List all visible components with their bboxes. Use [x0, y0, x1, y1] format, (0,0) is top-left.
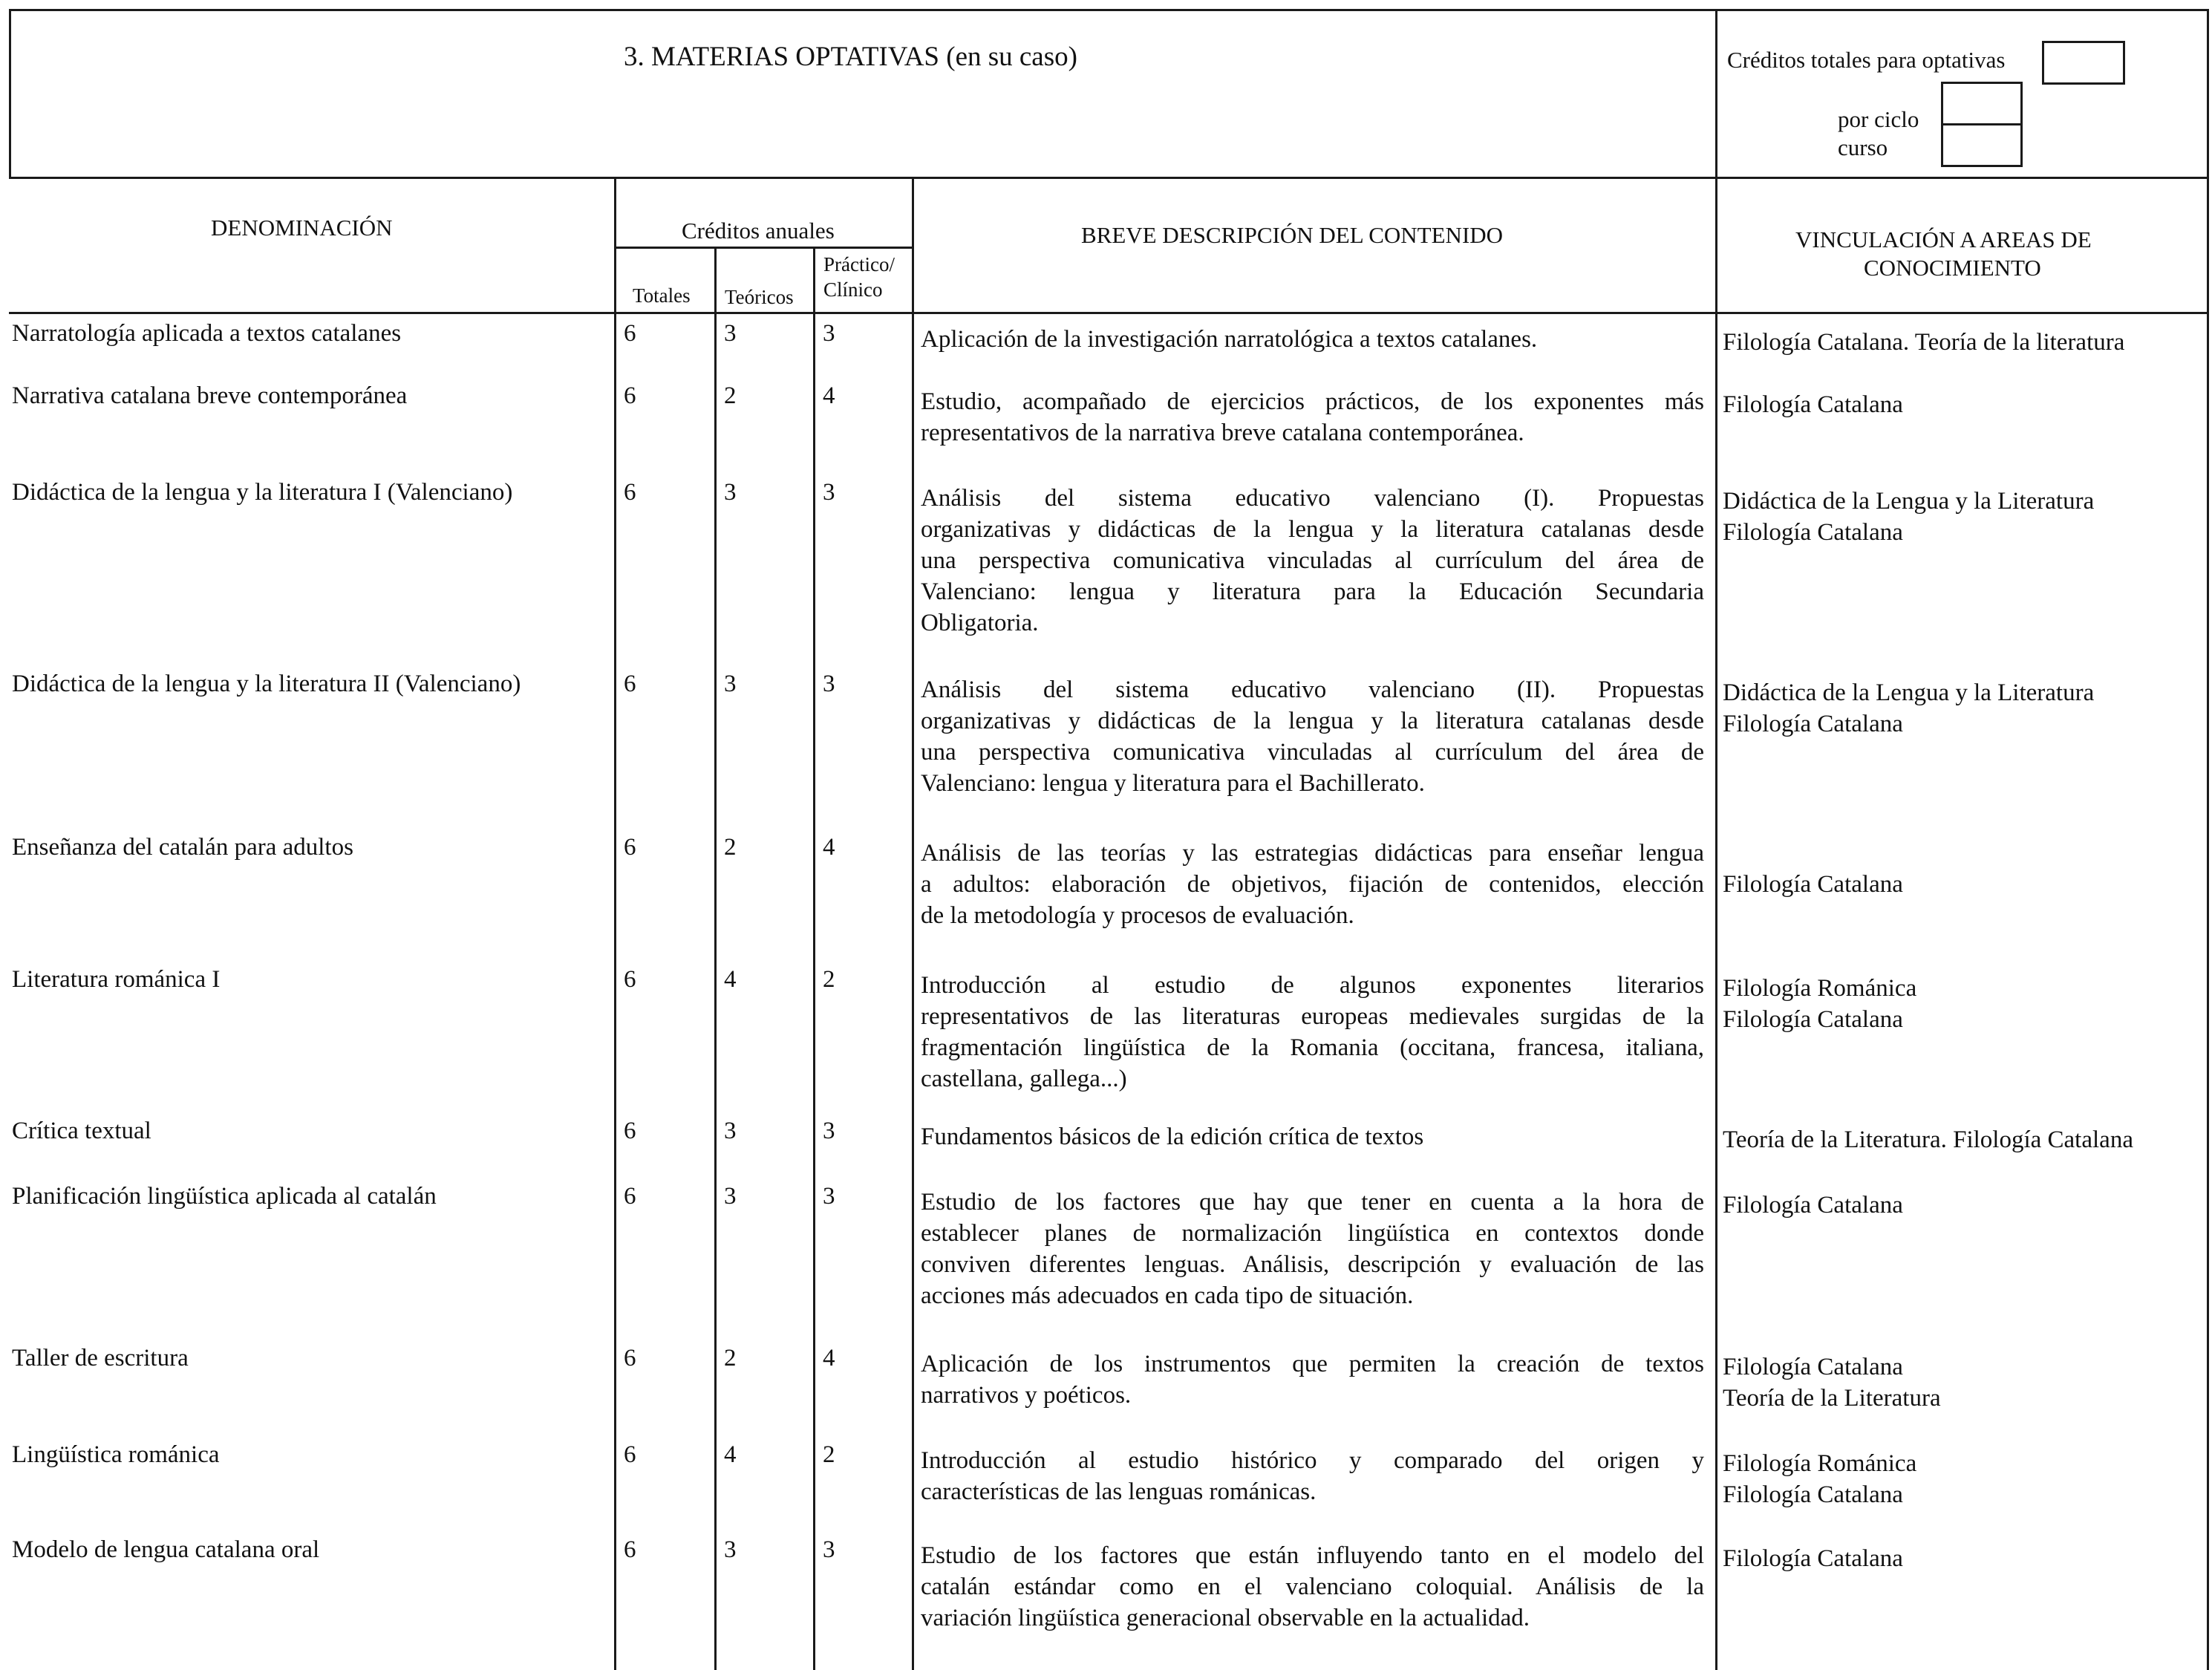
content-description — [921, 386, 1704, 449]
credits-totales: 6 — [624, 320, 636, 347]
header-bottom-rule — [9, 177, 2209, 179]
description-line: conviven diferentes lenguas. Análisis, descripción y evaluación de las — [921, 1251, 1704, 1278]
subject-name: Narrativa catalana breve contemporánea — [12, 382, 408, 409]
subject-name: Didáctica de la lengua y la literatura II (Valenciano) — [12, 671, 521, 697]
subject-name: Planificación lingüística aplicada al catalán — [12, 1183, 437, 1210]
col-line-credits — [912, 177, 914, 1670]
description-line: representativos de las literaturas europeas medievales surgidas de la — [921, 1003, 1704, 1030]
knowledge-area: Filología Catalana — [1723, 1006, 1903, 1033]
col-header-clinico: Clínico — [823, 278, 883, 301]
knowledge-area: Teoría de la Literatura — [1723, 1385, 1941, 1412]
credits-practico: 3 — [823, 671, 835, 697]
credits-practico: 4 — [823, 834, 835, 861]
col-header-totales: Totales — [633, 284, 691, 307]
credits-practico: 4 — [823, 1345, 835, 1371]
knowledge-area: Filología Catalana — [1723, 871, 1903, 898]
table-header-bottom-rule — [9, 312, 2209, 314]
credits-teoricos: 3 — [724, 1536, 737, 1563]
description-line: Aplicación de los instrumentos que permiten la creación de textos — [921, 1351, 1704, 1377]
left-border — [9, 9, 11, 178]
knowledge-areas — [1723, 1543, 1903, 1574]
description-line: Estudio de los factores que están influyendo tanto en el modelo del — [921, 1542, 1704, 1569]
credits-teoricos: 3 — [724, 479, 737, 506]
knowledge-areas — [1723, 1124, 2133, 1155]
description-line: una perspectiva comunicativa vinculadas al currículum del área de — [921, 547, 1704, 574]
col-line-teoricos — [813, 247, 815, 1670]
knowledge-area: Didáctica de la Lengua y la Literatura — [1723, 679, 2095, 706]
col-header-creditos-anuales: Créditos anuales — [682, 218, 835, 244]
credits-total-box — [2042, 41, 2125, 85]
content-description — [921, 324, 1704, 355]
credits-totales: 6 — [624, 1345, 636, 1371]
knowledge-area: Filología Catalana — [1723, 1545, 1903, 1572]
col-line-name — [614, 177, 616, 1670]
description-line: Aplicación de la investigación narratológica a textos catalanes. — [921, 326, 1538, 353]
knowledge-area: Filología Catalana — [1723, 519, 1903, 546]
knowledge-areas — [1723, 1190, 1903, 1221]
knowledge-area: Filología Catalana — [1723, 1354, 1903, 1380]
description-line: catalán estándar como en el valenciano coloquial. Análisis de la — [921, 1573, 1704, 1600]
credits-practico: 3 — [823, 320, 835, 347]
col-header-descripcion: BREVE DESCRIPCIÓN DEL CONTENIDO — [1081, 222, 1504, 248]
description-line: castellana, gallega...) — [921, 1066, 1127, 1092]
credits-totales: 6 — [624, 1441, 636, 1468]
col-header-practico: Práctico/ — [823, 253, 895, 275]
knowledge-areas — [1723, 973, 1916, 1035]
content-description — [921, 1121, 1704, 1152]
credits-practico: 3 — [823, 1536, 835, 1563]
content-description — [921, 1445, 1704, 1507]
description-line: Fundamentos básicos de la edición crítica de textos — [921, 1123, 1424, 1150]
por-ciclo-label: por ciclo — [1838, 106, 1919, 132]
col-header-teoricos: Teóricos — [725, 286, 794, 308]
credits-teoricos: 3 — [724, 320, 737, 347]
description-line: a adultos: elaboración de objetivos, fijación de contenidos, elección — [921, 871, 1704, 898]
credits-totales: 6 — [624, 671, 636, 697]
credits-teoricos: 4 — [724, 1441, 737, 1468]
subject-name: Enseñanza del catalán para adultos — [12, 834, 353, 861]
content-description — [921, 1187, 1704, 1311]
credits-totales: 6 — [624, 834, 636, 861]
description-line: Análisis de las teorías y las estrategias didácticas para enseñar lengua — [921, 840, 1704, 867]
subject-name: Narratología aplicada a textos catalanes — [12, 320, 402, 347]
knowledge-area: Didáctica de la Lengua y la Literatura — [1723, 488, 2095, 515]
credits-totales: 6 — [624, 1118, 636, 1144]
knowledge-areas — [1723, 1448, 1916, 1510]
subject-name: Didáctica de la lengua y la literatura I (Valenciano) — [12, 479, 513, 506]
col-header-vinculacion-2: CONOCIMIENTO — [1864, 255, 2041, 281]
content-description — [921, 1540, 1704, 1634]
credits-teoricos: 3 — [724, 1118, 737, 1144]
header-divider — [1715, 9, 1717, 1670]
description-line: características de las lenguas románicas. — [921, 1478, 1317, 1505]
subject-name: Modelo de lengua catalana oral — [12, 1536, 320, 1563]
credits-practico: 2 — [823, 1441, 835, 1468]
credits-totales: 6 — [624, 382, 636, 409]
credits-subheader-rule — [614, 247, 913, 249]
subject-name: Literatura románica I — [12, 966, 221, 993]
knowledge-area: Teoría de la Literatura. Filología Catalana — [1723, 1126, 2133, 1153]
description-line: Estudio, acompañado de ejercicios prácticos, de los exponentes más — [921, 388, 1704, 415]
description-line: Análisis del sistema educativo valenciano (I). Propuestas — [921, 485, 1704, 512]
credits-teoricos: 4 — [724, 966, 737, 993]
description-line: organizativas y didácticas de la lengua y la literatura catalanas desde — [921, 708, 1704, 734]
credits-totales: 6 — [624, 966, 636, 993]
credits-teoricos: 3 — [724, 1183, 737, 1210]
knowledge-area: Filología Catalana — [1723, 1192, 1903, 1219]
description-line: Introducción al estudio de algunos exponentes literarios — [921, 972, 1704, 999]
description-line: Introducción al estudio histórico y comparado del origen y — [921, 1447, 1704, 1474]
description-line: Estudio de los factores que hay que tener en cuenta a la hora de — [921, 1189, 1704, 1216]
description-line: variación lingüística generacional observable en la actualidad. — [921, 1605, 1530, 1631]
right-border — [2207, 9, 2209, 1670]
knowledge-area: Filología Catalana — [1723, 1481, 1903, 1508]
description-line: Análisis del sistema educativo valenciano (II). Propuestas — [921, 676, 1704, 703]
subject-name: Crítica textual — [12, 1118, 151, 1144]
col-line-totales — [714, 247, 717, 1670]
credits-practico: 3 — [823, 1183, 835, 1210]
credits-teoricos: 3 — [724, 671, 737, 697]
credits-teoricos: 2 — [724, 1345, 737, 1371]
knowledge-area: Filología Catalana — [1723, 711, 1903, 737]
credits-teoricos: 2 — [724, 834, 737, 861]
description-line: narrativos y poéticos. — [921, 1382, 1132, 1409]
description-line: establecer planes de normalización lingüística en contextos donde — [921, 1220, 1704, 1247]
knowledge-areas — [1723, 1351, 1941, 1414]
col-header-denominacion: DENOMINACIÓN — [211, 215, 393, 241]
knowledge-areas — [1723, 389, 1903, 420]
knowledge-areas — [1723, 327, 2124, 358]
credits-totales: 6 — [624, 1536, 636, 1563]
credits-practico: 4 — [823, 382, 835, 409]
credits-practico: 2 — [823, 966, 835, 993]
content-description — [921, 483, 1704, 639]
knowledge-area: Filología Románica — [1723, 1450, 1917, 1477]
col-header-vinculacion-1: VINCULACIÓN A AREAS DE — [1795, 226, 2092, 252]
knowledge-area: Filología Románica — [1723, 975, 1917, 1002]
description-line: representativos de la narrativa breve catalana contemporánea. — [921, 420, 1524, 446]
description-line: de la metodología y procesos de evaluación. — [921, 902, 1354, 929]
section-title: 3. MATERIAS OPTATIVAS (en su caso) — [624, 42, 1077, 72]
knowledge-areas — [1723, 486, 2094, 548]
credits-totales: 6 — [624, 479, 636, 506]
description-line: Obligatoria. — [921, 610, 1039, 636]
knowledge-area: Filología Catalana. Teoría de la literatura — [1723, 329, 2125, 356]
curso-label: curso — [1838, 134, 1888, 160]
description-line: fragmentación lingüística de la Romania (occitana, francesa, italiana, — [921, 1034, 1704, 1061]
description-line: una perspectiva comunicativa vinculadas al currículum del área de — [921, 739, 1704, 766]
knowledge-area: Filología Catalana — [1723, 391, 1903, 418]
credits-practico: 3 — [823, 1118, 835, 1144]
credits-teoricos: 2 — [724, 382, 737, 409]
por-ciclo-box — [1941, 82, 2023, 125]
content-description — [921, 674, 1704, 799]
knowledge-areas — [1723, 869, 1903, 900]
description-line: Valenciano: lengua y literatura para la Educación Secundaria — [921, 578, 1704, 605]
description-line: acciones más adecuados en cada tipo de situación. — [921, 1282, 1414, 1309]
content-description — [921, 1348, 1704, 1411]
credits-totales: 6 — [624, 1183, 636, 1210]
curso-box — [1941, 123, 2023, 167]
top-border — [9, 9, 2209, 11]
content-description — [921, 838, 1704, 931]
credits-practico: 3 — [823, 479, 835, 506]
credits-total-label: Créditos totales para optativas — [1727, 47, 2006, 73]
description-line: Valenciano: lengua y literatura para el Bachillerato. — [921, 770, 1425, 797]
subject-name: Taller de escritura — [12, 1345, 189, 1371]
content-description — [921, 970, 1704, 1095]
knowledge-areas — [1723, 677, 2094, 740]
subject-name: Lingüística románica — [12, 1441, 220, 1468]
description-line: organizativas y didácticas de la lengua y la literatura catalanas desde — [921, 516, 1704, 543]
